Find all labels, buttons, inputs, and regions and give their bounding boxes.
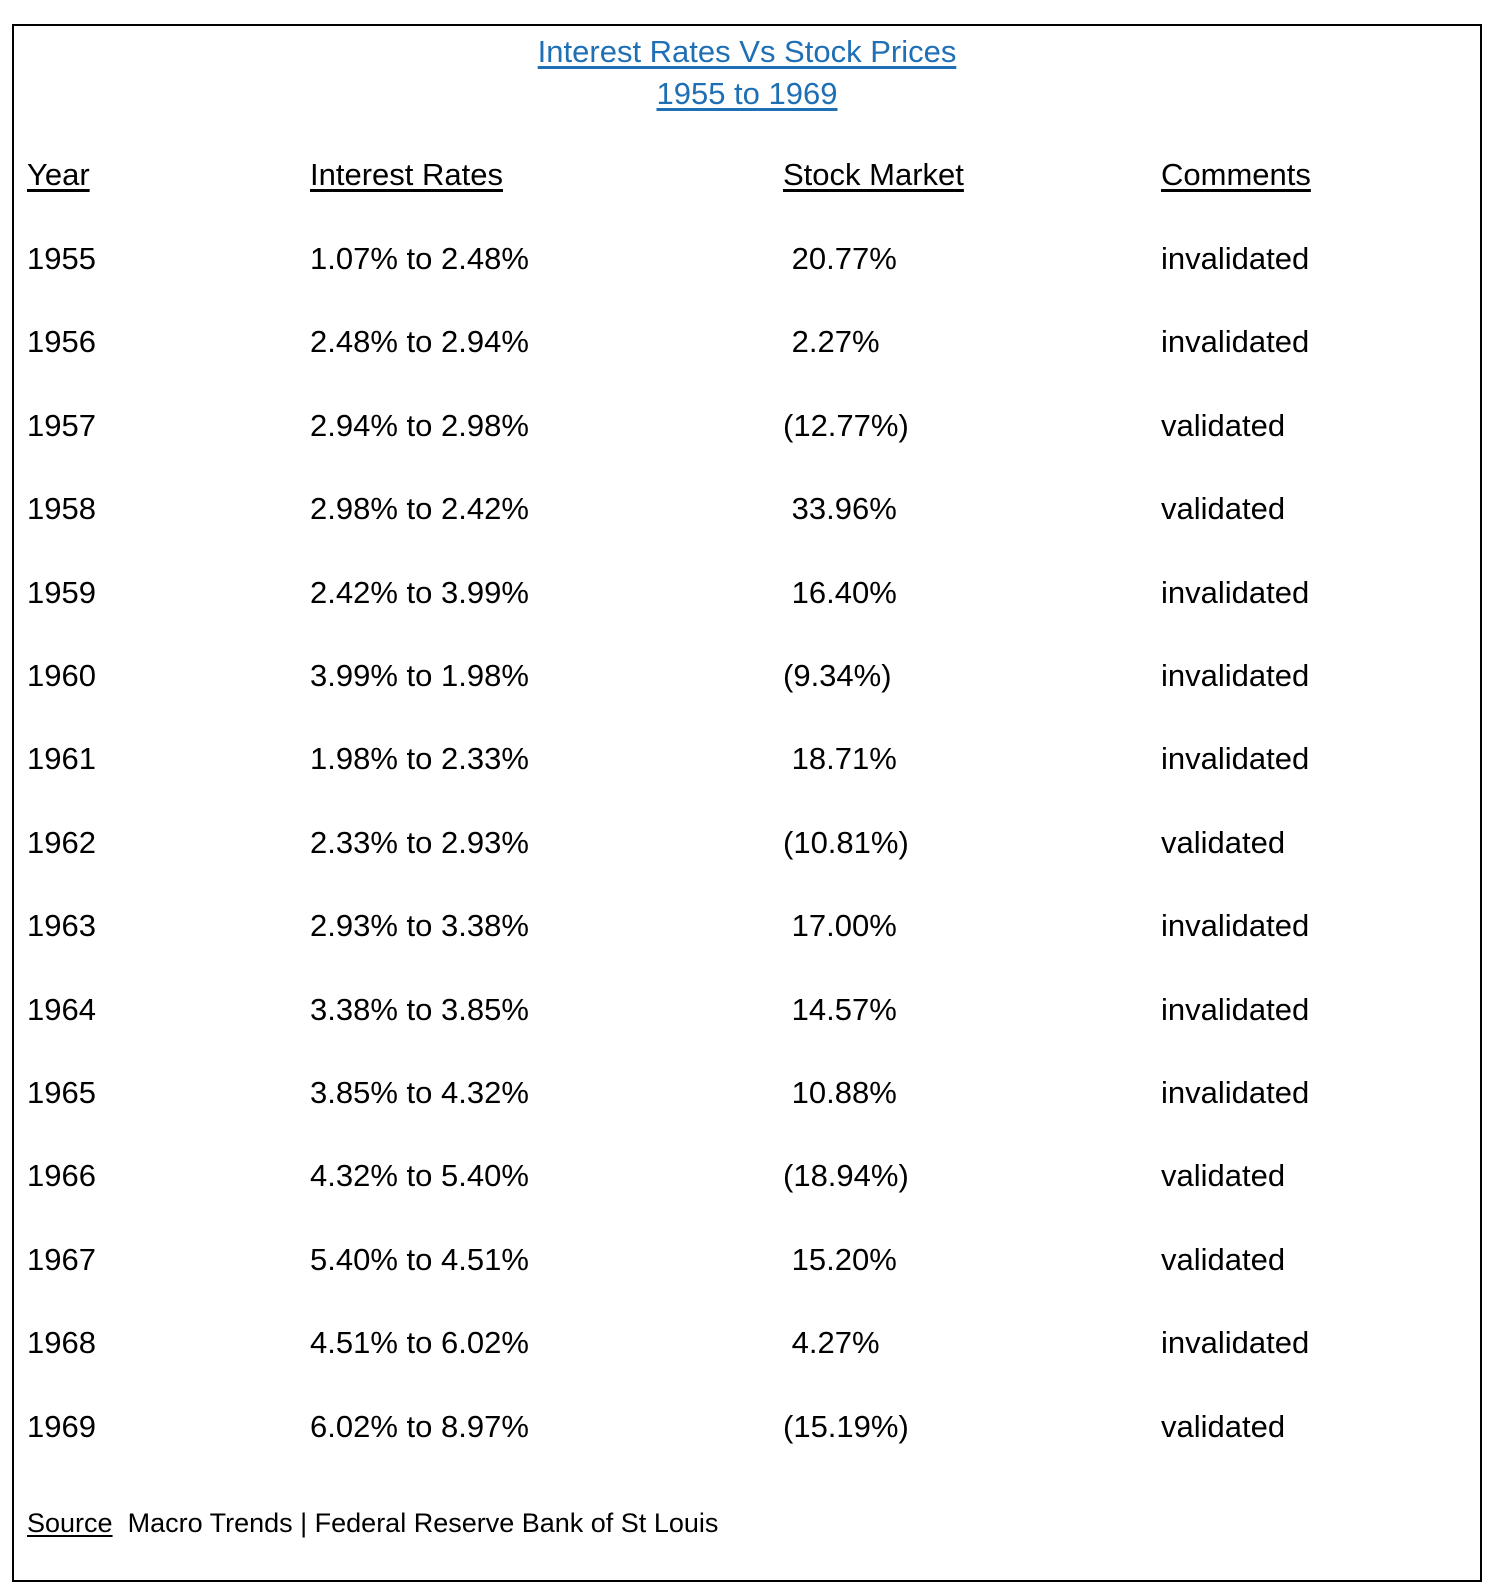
row-comment: invalidated: [1161, 992, 1310, 1027]
row-stock-market: 33.96%: [783, 491, 897, 526]
row-interest-rates: 2.48% to 2.94%: [310, 324, 529, 359]
row-interest-rates: 3.99% to 1.98%: [310, 658, 529, 693]
row-interest-rates: 1.07% to 2.48%: [310, 241, 529, 276]
title-line-2: 1955 to 1969: [656, 76, 838, 111]
header-stock-market: Stock Market: [783, 157, 964, 192]
row-comment: invalidated: [1161, 241, 1310, 276]
row-interest-rates: 2.94% to 2.98%: [310, 408, 529, 443]
row-stock-market: 2.27%: [783, 324, 880, 359]
row-interest-rates: 1.98% to 2.33%: [310, 741, 529, 776]
row-comment: invalidated: [1161, 658, 1310, 693]
source-text: Macro Trends | Federal Reserve Bank of St Louis: [127, 1508, 719, 1538]
row-comment: invalidated: [1161, 908, 1310, 943]
row-interest-rates: 3.85% to 4.32%: [310, 1075, 529, 1110]
row-year: 1961: [27, 741, 96, 776]
source-line: [27, 1505, 718, 1541]
row-year: 1966: [27, 1158, 96, 1193]
row-interest-rates: 4.51% to 6.02%: [310, 1325, 529, 1360]
row-stock-market: 16.40%: [783, 575, 897, 610]
row-stock-market: (18.94%): [783, 1158, 909, 1193]
row-year: 1958: [27, 491, 96, 526]
row-interest-rates: 2.98% to 2.42%: [310, 491, 529, 526]
row-stock-market: (9.34%): [783, 658, 892, 693]
row-stock-market: 20.77%: [783, 241, 897, 276]
row-stock-market: 4.27%: [783, 1325, 880, 1360]
row-interest-rates: 6.02% to 8.97%: [310, 1409, 529, 1444]
row-comment: invalidated: [1161, 324, 1310, 359]
row-interest-rates: 2.33% to 2.93%: [310, 825, 529, 860]
title-line-1: Interest Rates Vs Stock Prices: [537, 34, 957, 69]
row-year: 1963: [27, 908, 96, 943]
row-comment: validated: [1161, 491, 1286, 526]
row-comment: invalidated: [1161, 1075, 1310, 1110]
row-year: 1964: [27, 992, 96, 1027]
row-stock-market: 10.88%: [783, 1075, 897, 1110]
row-comment: validated: [1161, 408, 1286, 443]
row-comment: validated: [1161, 825, 1286, 860]
row-interest-rates: 2.42% to 3.99%: [310, 575, 529, 610]
row-year: 1956: [27, 324, 96, 359]
row-year: 1965: [27, 1075, 96, 1110]
row-stock-market: 18.71%: [783, 741, 897, 776]
row-year: 1968: [27, 1325, 96, 1360]
row-interest-rates: 3.38% to 3.85%: [310, 992, 529, 1027]
row-comment: invalidated: [1161, 1325, 1310, 1360]
row-year: 1962: [27, 825, 96, 860]
row-stock-market: (12.77%): [783, 408, 909, 443]
row-year: 1959: [27, 575, 96, 610]
row-comment: invalidated: [1161, 741, 1310, 776]
row-comment: validated: [1161, 1242, 1286, 1277]
header-interest-rates: Interest Rates: [310, 157, 503, 192]
row-year: 1955: [27, 241, 96, 276]
row-comment: validated: [1161, 1409, 1286, 1444]
row-year: 1967: [27, 1242, 96, 1277]
row-interest-rates: 4.32% to 5.40%: [310, 1158, 529, 1193]
row-interest-rates: 2.93% to 3.38%: [310, 908, 529, 943]
row-comment: validated: [1161, 1158, 1286, 1193]
row-interest-rates: 5.40% to 4.51%: [310, 1242, 529, 1277]
row-stock-market: (15.19%): [783, 1409, 909, 1444]
row-year: 1960: [27, 658, 96, 693]
source-label: Source: [27, 1508, 113, 1538]
row-stock-market: 15.20%: [783, 1242, 897, 1277]
row-comment: invalidated: [1161, 575, 1310, 610]
row-year: 1969: [27, 1409, 96, 1444]
header-comments: Comments: [1161, 157, 1311, 192]
row-stock-market: 14.57%: [783, 992, 897, 1027]
header-year: Year: [27, 157, 90, 192]
row-year: 1957: [27, 408, 96, 443]
row-stock-market: 17.00%: [783, 908, 897, 943]
row-stock-market: (10.81%): [783, 825, 909, 860]
